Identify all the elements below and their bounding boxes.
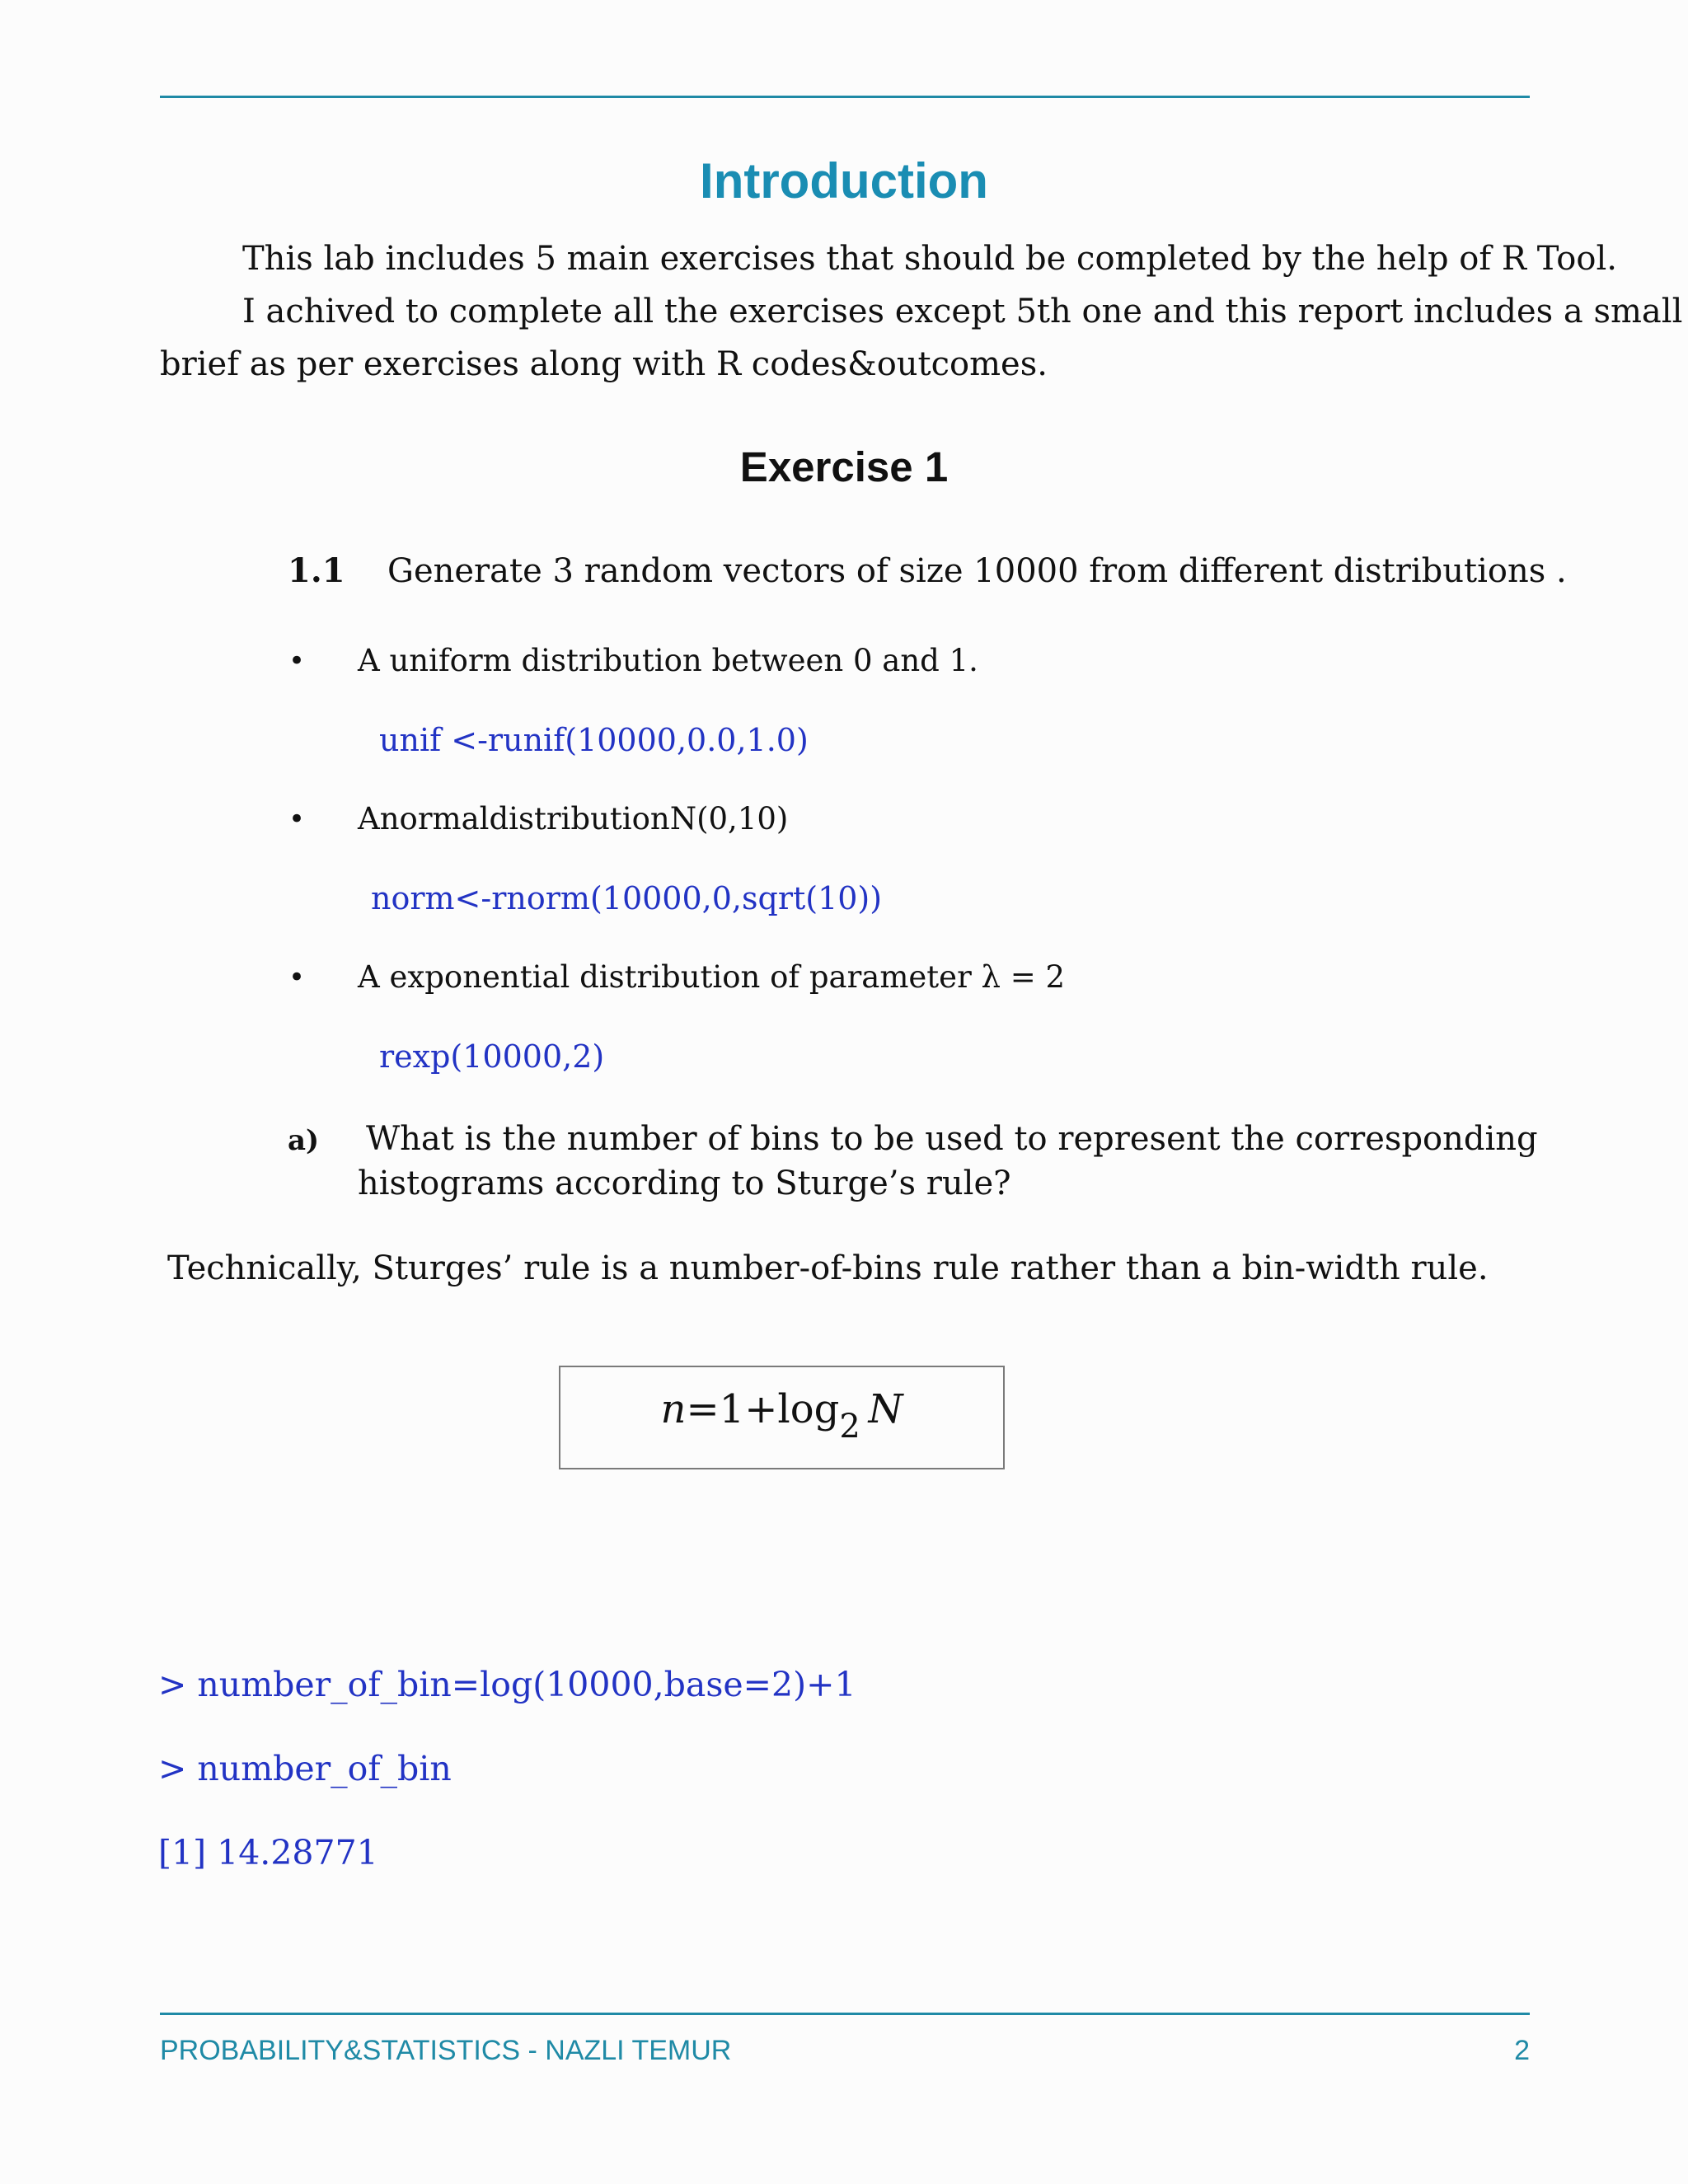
console-line-3: [1] 14.28771: [158, 1833, 378, 1872]
header-rule: [160, 96, 1530, 98]
page-number: 2: [1514, 2035, 1530, 2066]
formula-eq: =1+log: [686, 1386, 840, 1432]
question-line-1: What is the number of bins to be used to represent the corresponding: [366, 1120, 1538, 1158]
question-label: a): [288, 1124, 320, 1157]
exercise-heading: Exercise 1: [739, 443, 949, 490]
task-number: 1.1: [288, 551, 345, 590]
footer-rule: [160, 2013, 1530, 2015]
formula-lhs: n: [660, 1386, 687, 1432]
question-line-2: histograms according to Sturge’s rule?: [358, 1165, 1011, 1202]
code-normal: norm<-rnorm(10000,0,sqrt(10)): [371, 880, 883, 916]
formula-rhs: N: [868, 1386, 903, 1432]
bullet-text-exponential: A exponential distribution of parameter λ = 2: [358, 959, 1066, 995]
bullet-icon: •: [288, 961, 306, 994]
task-text: Generate 3 random vectors of size 10000 from different distributions .: [387, 552, 1567, 590]
formula-sub: 2: [839, 1408, 860, 1446]
intro-line-1: This lab includes 5 main exercises that should be completed by the help of R Tool.: [242, 240, 1617, 278]
console-line-2: > number_of_bin: [158, 1749, 452, 1788]
intro-heading: Introduction: [700, 153, 988, 209]
code-exponential: rexp(10000,2): [379, 1038, 605, 1075]
sturges-formula: [559, 1385, 1005, 1446]
answer-text: Technically, Sturges’ rule is a number-of-bins rule rather than a bin-width rule.: [167, 1249, 1489, 1287]
footer-title: PROBABILITY&STATISTICS - NAZLI TEMUR: [160, 2035, 732, 2066]
bullet-icon: •: [288, 644, 306, 677]
code-uniform: unif <-runif(10000,0.0,1.0): [379, 722, 809, 758]
console-line-1: > number_of_bin=log(10000,base=2)+1: [158, 1665, 856, 1704]
intro-line-2: I achived to complete all the exercises except 5th one and this report includes a small: [242, 293, 1683, 330]
bullet-text-uniform: A uniform distribution between 0 and 1.: [358, 643, 978, 678]
bullet-text-normal: AnormaldistributionN(0,10): [358, 801, 789, 837]
intro-line-3: brief as per exercises along with R codes&outcomes.: [160, 345, 1048, 383]
bullet-icon: •: [288, 803, 306, 836]
